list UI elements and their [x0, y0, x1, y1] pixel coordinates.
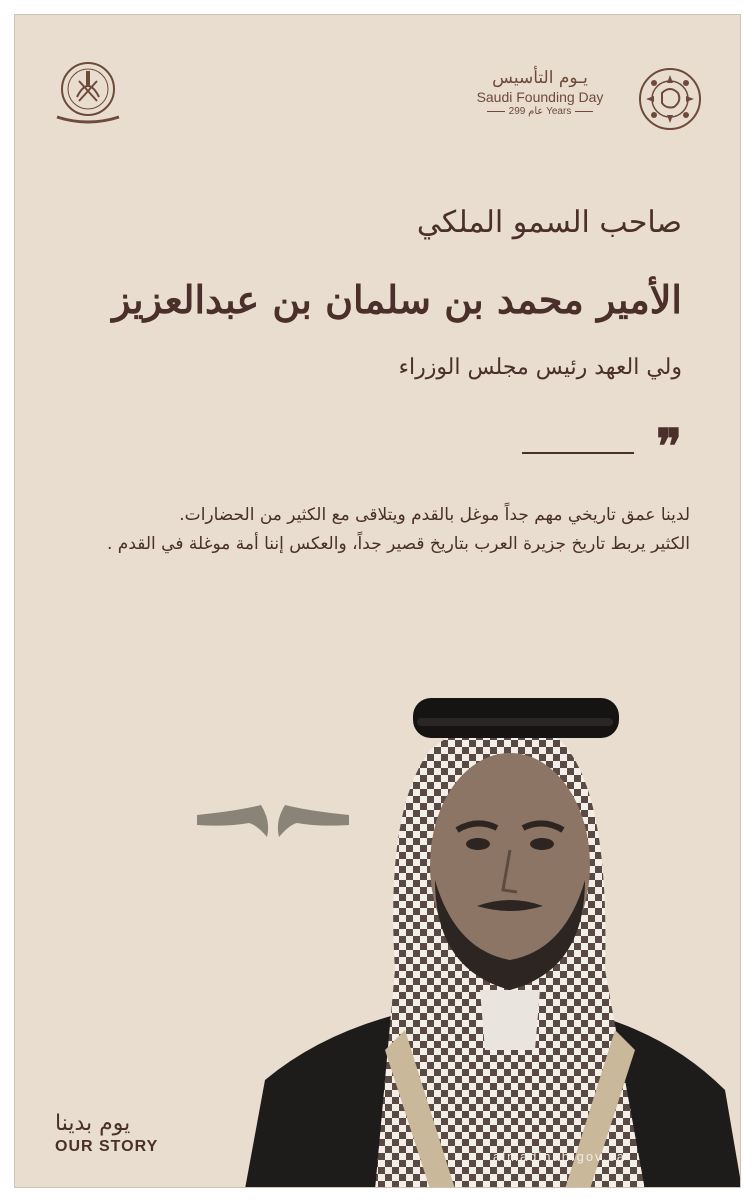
founding-day-en: Saudi Founding Day: [476, 89, 604, 105]
quote-line-2: الكثير يربط تاريخ جزيرة العرب بتاريخ قصير جداً، والعكس إننا أمة موغلة في القدم .: [106, 534, 690, 554]
founding-day-logo: [452, 67, 702, 133]
quote-text: [70, 501, 690, 559]
our-story-ar: يوم بدينا: [55, 1111, 131, 1136]
quote-line-1: لدينا عمق تاريخي مهم جداً موغل بالقدم ويتلاقى مع الكثير من الحضارات.: [179, 505, 690, 525]
website-link[interactable]: almadinah.gov.sa: [493, 1149, 626, 1164]
our-story-branding: [55, 1111, 158, 1156]
founding-day-ar: يـوم التأسيس: [492, 68, 588, 88]
poster: [14, 14, 741, 1188]
honorific-title: صاحب السمو الملكي: [416, 205, 682, 240]
position-title: ولي العهد رئيس مجلس الوزراء: [398, 355, 682, 380]
founding-day-years: عام 299 Years: [460, 105, 620, 119]
portrait-image: [245, 670, 741, 1188]
founding-day-text: [460, 67, 620, 119]
founding-day-seal-icon: [638, 67, 702, 131]
prince-name: الأمير محمد بن سلمان بن عبدالعزيز: [112, 277, 682, 322]
our-story-en: OUR STORY: [55, 1138, 159, 1155]
quote-mark-icon: ❞: [656, 419, 682, 475]
quote-divider: [522, 452, 634, 454]
quote-marker: [522, 419, 682, 475]
ministry-emblem-icon: [51, 57, 125, 127]
